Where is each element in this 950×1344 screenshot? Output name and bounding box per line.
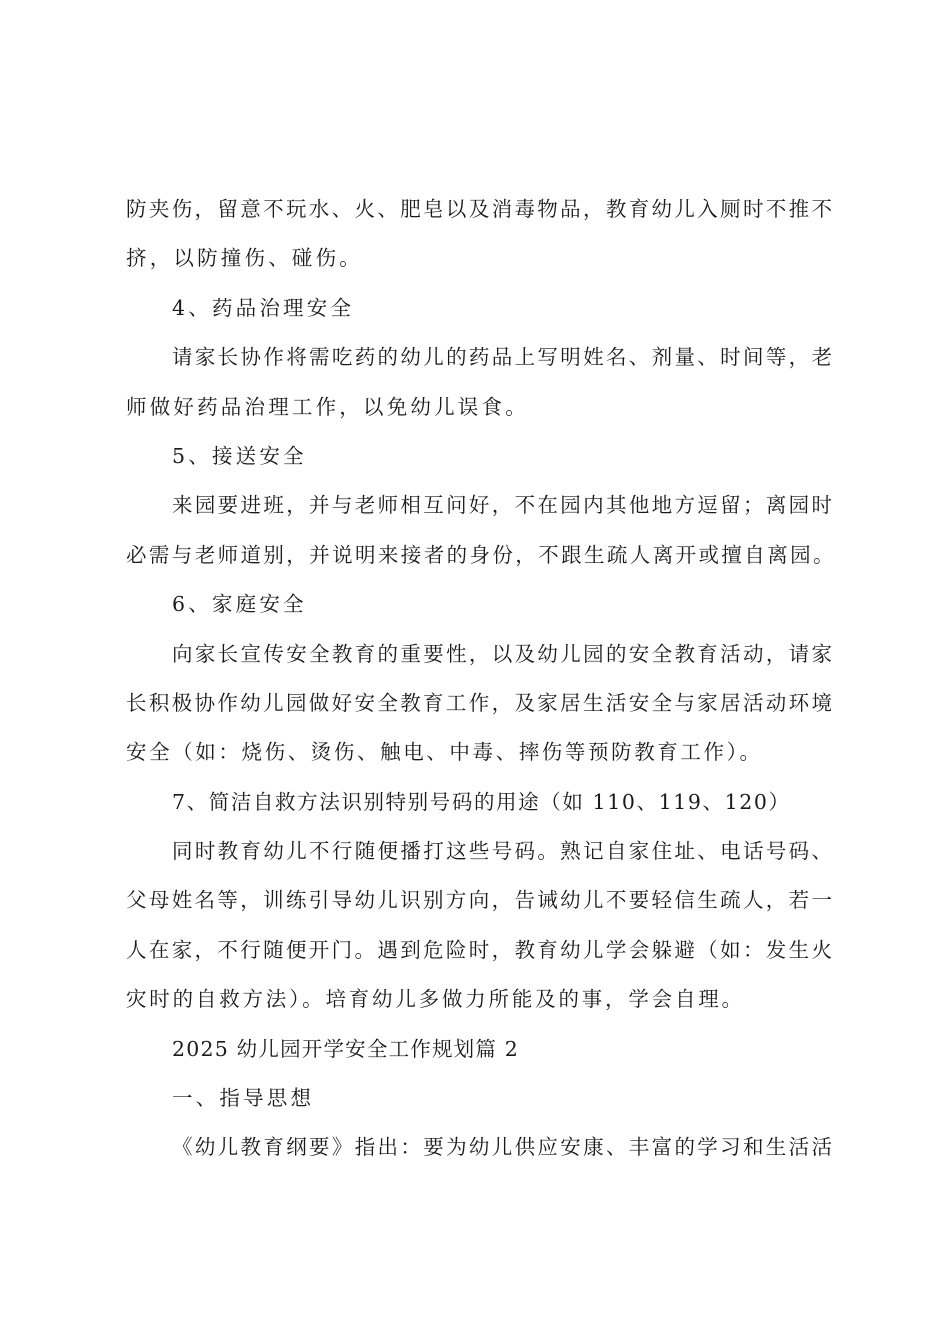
paragraph-line: 人在家，不行随便开门。遇到危险时，教育幼儿学会躲避（如：发生火 <box>126 937 832 962</box>
paragraph-line: 必需与老师道别，并说明来接者的身份，不跟生疏人离开或擅自离园。 <box>126 542 836 567</box>
paragraph-line: 《幼儿教育纲要》指出：要为幼儿供应安康、丰富的学习和生活活 <box>172 1135 832 1160</box>
paragraph-line: 长积极协作幼儿园做好安全教育工作，及家居生活安全与家居活动环境 <box>126 690 832 715</box>
paragraph-line: 请家长协作将需吃药的幼儿的药品上写明姓名、剂量、时间等，老 <box>172 345 832 370</box>
section-heading: 4、药品治理安全 <box>172 295 355 320</box>
paragraph-line: 同时教育幼儿不行随便播打这些号码。熟记自家住址、电话号码、 <box>172 839 832 864</box>
paragraph-line: 父母姓名等，训练引导幼儿识别方向，告诫幼儿不要轻信生疏人，若一 <box>126 888 832 913</box>
paragraph-line: 灾时的自救方法）。培育幼儿多做力所能及的事，学会自理。 <box>126 987 745 1012</box>
paragraph-line: 来园要进班，并与老师相互问好，不在园内其他地方逗留；离园时 <box>172 493 832 518</box>
document-body <box>126 185 836 1173</box>
section-heading: 7、简洁自救方法识别特别号码的用途（如 110、119、120） <box>172 789 791 814</box>
paragraph-line: 安全（如：烧伤、烫伤、触电、中毒、摔伤等预防教育工作）。 <box>126 740 763 765</box>
section-heading: 2025 幼儿园开学安全工作规划篇 2 <box>172 1036 520 1061</box>
section-heading: 5、接送安全 <box>172 443 307 468</box>
paragraph-line: 向家长宣传安全教育的重要性，以及幼儿园的安全教育活动，请家 <box>172 641 832 666</box>
paragraph-line: 防夹伤，留意不玩水、火、肥皂以及消毒物品，教育幼儿入厕时不推不 <box>126 197 832 221</box>
paragraph-line: 挤，以防撞伤、碰伤。 <box>126 246 363 271</box>
section-heading: 一、指导思想 <box>172 1086 315 1111</box>
section-heading: 6、家庭安全 <box>172 592 307 617</box>
paragraph-line: 师做好药品治理工作，以免幼儿误食。 <box>126 394 529 419</box>
